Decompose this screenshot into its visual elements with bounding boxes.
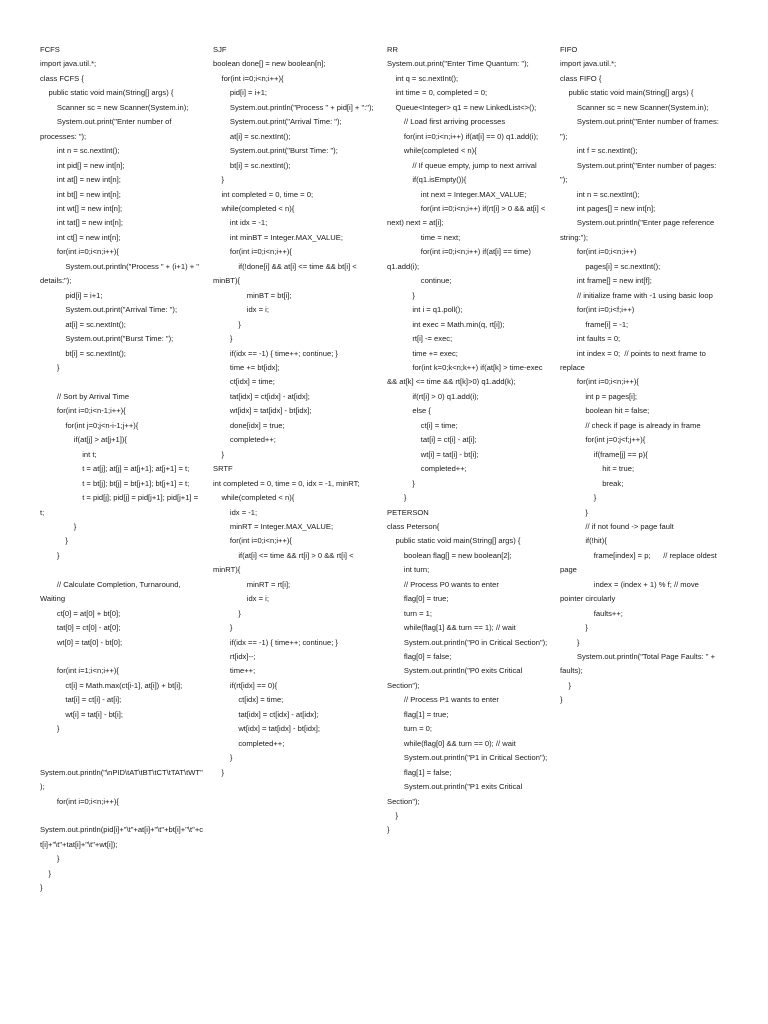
code-line: } — [560, 680, 571, 690]
code-line: // check if page is already in frame — [560, 420, 701, 430]
code-line: if(idx == -1) { time++; continue; } — [213, 637, 338, 647]
code-line: if(q1.isEmpty()){ — [387, 175, 467, 185]
code-line: System.out.println("P0 exits Critical Section"); — [387, 666, 525, 690]
code-line: boolean done[] = new boolean[n]; — [213, 59, 326, 69]
code-line: flag[0] = false; — [387, 652, 452, 662]
code-line: } — [40, 550, 60, 560]
code-line: System.out.print("Enter number of frames: "); — [560, 117, 721, 141]
code-line: at[i] = sc.nextInt(); — [213, 131, 291, 141]
code-line: int turn; — [387, 565, 430, 575]
code-line: } — [213, 608, 241, 618]
code-line: for(int i=0;i<f;i++) — [560, 305, 635, 315]
code-line: } — [40, 536, 68, 546]
code-line: int faults = 0; — [560, 334, 621, 344]
section-heading: FCFS — [40, 45, 60, 54]
code-line: t = bt[j]; bt[j] = bt[j+1]; bt[j+1] = t; — [40, 478, 190, 488]
code-line: int n = sc.nextInt(); — [560, 189, 640, 199]
code-line: } — [213, 623, 233, 633]
code-line: tat[idx] = ct[idx] - at[idx]; — [213, 391, 310, 401]
code-line: int completed = 0, time = 0, idx = -1, minRT; — [213, 478, 360, 488]
column-4 — [560, 43, 724, 708]
code-line: for(int i=0;i<n;i++) if(at[i] == 0) q1.add(i); — [387, 131, 539, 141]
code-line: frame[index] = p; // replace oldest page — [560, 550, 719, 575]
code-line: time = next; — [387, 232, 461, 242]
code-line: boolean flag[] = new boolean[2]; — [387, 550, 512, 560]
code-line: for(int i=0;i<n;i++) if(rt[i] > 0 && at[i] < next) next = at[i]; — [387, 203, 548, 228]
code-line: rt[idx]--; — [213, 652, 256, 662]
code-line: public static void main(String[] args) { — [560, 88, 694, 98]
code-line: System.out.println("Process " + (i+1) + " details:"); — [40, 261, 202, 286]
code-line: for(int i=0;i<n;i++){ — [213, 536, 292, 546]
code-line: pid[i] = i+1; — [213, 88, 268, 98]
code-line: while(completed < n){ — [213, 493, 295, 503]
code-line: import java.util.*; — [560, 59, 617, 69]
code-line: } — [560, 637, 580, 647]
code-line: idx = i; — [213, 305, 269, 315]
code-line: } — [213, 767, 224, 777]
code-line: if(!hit){ — [560, 536, 607, 546]
code-line: } — [387, 825, 390, 835]
code-line — [40, 375, 204, 389]
section-heading: RR — [387, 45, 398, 54]
code-line: tat[idx] = ct[idx] - at[idx]; — [213, 709, 319, 719]
code-line: // initialize frame with -1 using basic loop — [560, 290, 713, 300]
code-line: // Sort by Arrival Time — [40, 391, 130, 401]
code-line: int completed = 0, time = 0; — [213, 189, 314, 199]
code-line: break; — [560, 478, 624, 488]
code-line: else { — [387, 406, 431, 416]
code-line: turn = 0; — [387, 724, 432, 734]
code-line: int minBT = Integer.MAX_VALUE; — [213, 232, 343, 242]
code-line: flag[0] = true; — [387, 594, 449, 604]
code-line: int pages[] = new int[n]; — [560, 203, 656, 213]
code-line: System.out.println(pid[i]+"\t"+at[i]+"\t"+bt[i]+"\t"+ct[i]+"\t"+tat[i]+"\t"+wt[i]); — [40, 811, 204, 849]
code-line: idx = -1; — [213, 507, 258, 517]
section-heading: SJF — [213, 45, 227, 54]
code-line: } — [40, 854, 60, 864]
code-line: for(int i=0;i<n;i++){ — [40, 247, 119, 257]
code-line: System.out.println("P1 exits Critical Section"); — [387, 782, 525, 806]
code-line: wt[0] = tat[0] - bt[0]; — [40, 637, 123, 647]
code-line: int frame[] = new int[f]; — [560, 276, 652, 286]
code-line: if(rt[i] > 0) q1.add(i); — [387, 391, 479, 401]
code-line: // Load first arriving processes — [387, 117, 506, 127]
code-line: for(int i=0;i<n;i++){ — [560, 377, 639, 387]
code-line: ct[i] = time; — [387, 420, 458, 430]
code-line: int f = sc.nextInt(); — [560, 146, 638, 156]
code-line: time++; — [213, 666, 256, 676]
code-line: bt[i] = sc.nextInt(); — [40, 348, 126, 358]
code-line: if(frame[j] == p){ — [560, 449, 648, 459]
code-line: public static void main(String[] args) { — [40, 88, 174, 98]
code-line: int index = 0; // points to next frame to replace — [560, 348, 708, 372]
code-line: bt[i] = sc.nextInt(); — [213, 160, 291, 170]
code-line: for(int k=0;k<n;k++) if(at[k] > time-exec && at[k] <= time && rt[k]>0) q1.add(k); — [387, 362, 545, 387]
code-line: tat[i] = ct[i] - at[i]; — [387, 435, 477, 445]
code-line: idx = i; — [213, 594, 269, 604]
code-line: wt[i] = tat[i] - bt[i]; — [387, 449, 479, 459]
code-line: int i = q1.poll(); — [387, 305, 463, 315]
code-line: } — [560, 695, 563, 705]
code-line: // Process P0 wants to enter — [387, 579, 499, 589]
code-line: flag[1] = true; — [387, 709, 449, 719]
code-line: while(completed < n){ — [213, 203, 295, 213]
code-line: import java.util.*; — [40, 59, 97, 69]
code-line: continue; — [387, 276, 452, 286]
code-line: System.out.print("Burst Time: "); — [213, 146, 338, 156]
code-line: for(int i=0;i<n;i++){ — [213, 73, 284, 83]
code-line: System.out.print("Enter Time Quantum: "); — [387, 59, 529, 69]
code-line: int q = sc.nextInt(); — [387, 73, 459, 83]
code-line: // Calculate Completion, Turnaround, Waiting — [40, 579, 183, 604]
code-line: public static void main(String[] args) { — [387, 536, 521, 546]
code-line: time += exec; — [387, 348, 458, 358]
code-line: pages[i] = sc.nextInt(); — [560, 261, 661, 271]
code-line: } — [213, 753, 233, 763]
code-line: System.out.print("Arrival Time: "); — [213, 117, 342, 127]
code-line: // If queue empty, jump to next arrival — [387, 160, 537, 170]
code-line: for(int i=0;i<n;i++){ — [213, 247, 292, 257]
code-line: faults++; — [560, 608, 623, 618]
code-line: } — [213, 449, 224, 459]
code-line: for(int i=0;i<n;i++){ — [40, 796, 119, 806]
code-line: System.out.println("Enter page reference string:"); — [560, 218, 717, 242]
code-line: System.out.println("P1 in Critical Section"); — [387, 753, 548, 763]
code-line: } — [387, 493, 407, 503]
code-line: class Peterson{ — [387, 521, 440, 531]
code-line: wt[i] = tat[i] - bt[i]; — [40, 709, 123, 719]
code-line: if(!done[i] && at[i] <= time && bt[i] < minBT){ — [213, 261, 359, 286]
code-line: t = pid[j]; pid[j] = pid[j+1]; pid[j+1] = t; — [40, 493, 201, 517]
code-line: for(int j=0;j<n-i-1;j++){ — [40, 420, 139, 430]
code-line: } — [213, 319, 241, 329]
code-line: for(int i=1;i<n;i++){ — [40, 666, 119, 676]
code-line: index = (index + 1) % f; // move pointer circularly — [560, 579, 701, 604]
code-line: System.out.print("Burst Time: "); — [40, 334, 174, 344]
code-line: int exec = Math.min(q, rt[i]); — [387, 319, 505, 329]
code-line: int pid[] = new int[n]; — [40, 160, 125, 170]
code-line: int bt[] = new int[n]; — [40, 189, 121, 199]
code-line: } — [560, 493, 597, 503]
code-line: System.out.println("Total Page Faults: " + faults); — [560, 652, 718, 676]
code-line — [40, 650, 204, 664]
code-line: for(int i=0;i<n;i++) if(at[i] == time) q1.add(i); — [387, 247, 534, 271]
code-line: int at[] = new int[n]; — [40, 175, 121, 185]
code-line: System.out.print("Arrival Time: "); — [40, 305, 178, 315]
code-line: System.out.print("Enter number of pages: "); — [560, 160, 719, 185]
code-line: minRT = rt[i]; — [213, 579, 291, 589]
code-line: int wt[] = new int[n]; — [40, 203, 123, 213]
code-line: int n = sc.nextInt(); — [40, 146, 120, 156]
code-line: boolean hit = false; — [560, 406, 650, 416]
code-line: int next = Integer.MAX_VALUE; — [387, 189, 527, 199]
code-line: if(idx == -1) { time++; continue; } — [213, 348, 338, 358]
section-heading: FIFO — [560, 45, 578, 54]
code-line: ct[idx] = time; — [213, 695, 284, 705]
code-line: class FIFO { — [560, 73, 602, 83]
code-line — [40, 737, 204, 751]
code-line: } — [40, 724, 60, 734]
code-line: int ct[] = new int[n]; — [40, 232, 121, 242]
code-line: completed++; — [213, 738, 285, 748]
code-line: wt[idx] = tat[idx] - bt[idx]; — [213, 724, 320, 734]
code-line: time += bt[idx]; — [213, 362, 280, 372]
code-line: t = at[j]; at[j] = at[j+1]; at[j+1] = t; — [40, 464, 190, 474]
code-line: } — [387, 811, 398, 821]
code-line: ct[0] = at[0] + bt[0]; — [40, 608, 121, 618]
code-line: flag[1] = false; — [387, 767, 452, 777]
section-heading: SRTF — [213, 464, 233, 474]
code-line: System.out.println("P0 in Critical Section"); — [387, 637, 548, 647]
code-line: tat[i] = ct[i] - at[i]; — [40, 695, 122, 705]
code-line: for(int i=0;i<n-1;i++){ — [40, 406, 126, 416]
code-line: pid[i] = i+1; — [40, 290, 103, 300]
code-line: rt[i] -= exec; — [387, 334, 453, 344]
code-line: } — [40, 521, 77, 531]
code-line: if(rt[idx] == 0){ — [213, 680, 278, 690]
code-line: hit = true; — [560, 464, 635, 474]
code-line: tat[0] = ct[0] - at[0]; — [40, 623, 121, 633]
code-line: Scanner sc = new Scanner(System.in); — [40, 102, 189, 112]
column-3 — [387, 43, 551, 838]
code-line: for(int i=0;i<n;i++) — [560, 247, 637, 257]
code-line: } — [560, 623, 588, 633]
code-line: at[i] = sc.nextInt(); — [40, 319, 126, 329]
code-line: ct[i] = Math.max(ct[i-1], at[i]) + bt[i]; — [40, 680, 183, 690]
code-line: System.out.println("Process " + pid[i] + ":"); — [213, 102, 374, 112]
code-line: Queue<Integer> q1 = new LinkedList<>(); — [387, 102, 537, 112]
code-line: wt[idx] = tat[idx] - bt[idx]; — [213, 406, 312, 416]
code-line: int tat[] = new int[n]; — [40, 218, 123, 228]
code-line: System.out.println("\nPID\tAT\tBT\tCT\tTAT\tWT"); — [40, 753, 203, 792]
column-2 — [213, 43, 377, 780]
code-line: // if not found -> page fault — [560, 521, 674, 531]
code-line: while(completed < n){ — [387, 146, 477, 156]
code-line: ct[idx] = time; — [213, 377, 275, 387]
code-line: done[idx] = true; — [213, 420, 285, 430]
code-line: } — [560, 507, 588, 517]
code-line: completed++; — [213, 435, 276, 445]
code-line: } — [387, 478, 415, 488]
code-line: minRT = Integer.MAX_VALUE; — [213, 521, 334, 531]
code-line: } — [387, 290, 415, 300]
code-line: } — [213, 334, 233, 344]
code-line: // Process P1 wants to enter — [387, 695, 499, 705]
code-line: if(at[j] > at[j+1]){ — [40, 435, 127, 445]
code-line: } — [40, 883, 43, 893]
code-line: int p = pages[i]; — [560, 391, 638, 401]
code-line: System.out.print("Enter number of processes: "); — [40, 117, 174, 141]
code-line: completed++; — [387, 464, 467, 474]
code-line: class FCFS { — [40, 73, 84, 83]
code-line: while(flag[0] && turn == 0); // wait — [387, 738, 516, 748]
code-line: while(flag[1] && turn == 1); // wait — [387, 623, 516, 633]
code-line: } — [40, 868, 51, 878]
section-heading: PETERSON — [387, 507, 429, 517]
code-line: turn = 1; — [387, 608, 432, 618]
code-line — [40, 563, 204, 577]
code-line: } — [213, 175, 224, 185]
code-line: for(int j=0;j<f;j++){ — [560, 435, 646, 445]
code-line: int idx = -1; — [213, 218, 268, 228]
code-line: int t; — [40, 449, 97, 459]
code-line: frame[i] = -1; — [560, 319, 629, 329]
column-1 — [40, 43, 204, 896]
code-line: Scanner sc = new Scanner(System.in); — [560, 102, 709, 112]
code-line: if(at[i] <= time && rt[i] > 0 && rt[i] < minRT){ — [213, 550, 356, 575]
code-line: } — [40, 362, 60, 372]
code-line: int time = 0, completed = 0; — [387, 88, 488, 98]
code-line: minBT = bt[i]; — [213, 290, 292, 300]
